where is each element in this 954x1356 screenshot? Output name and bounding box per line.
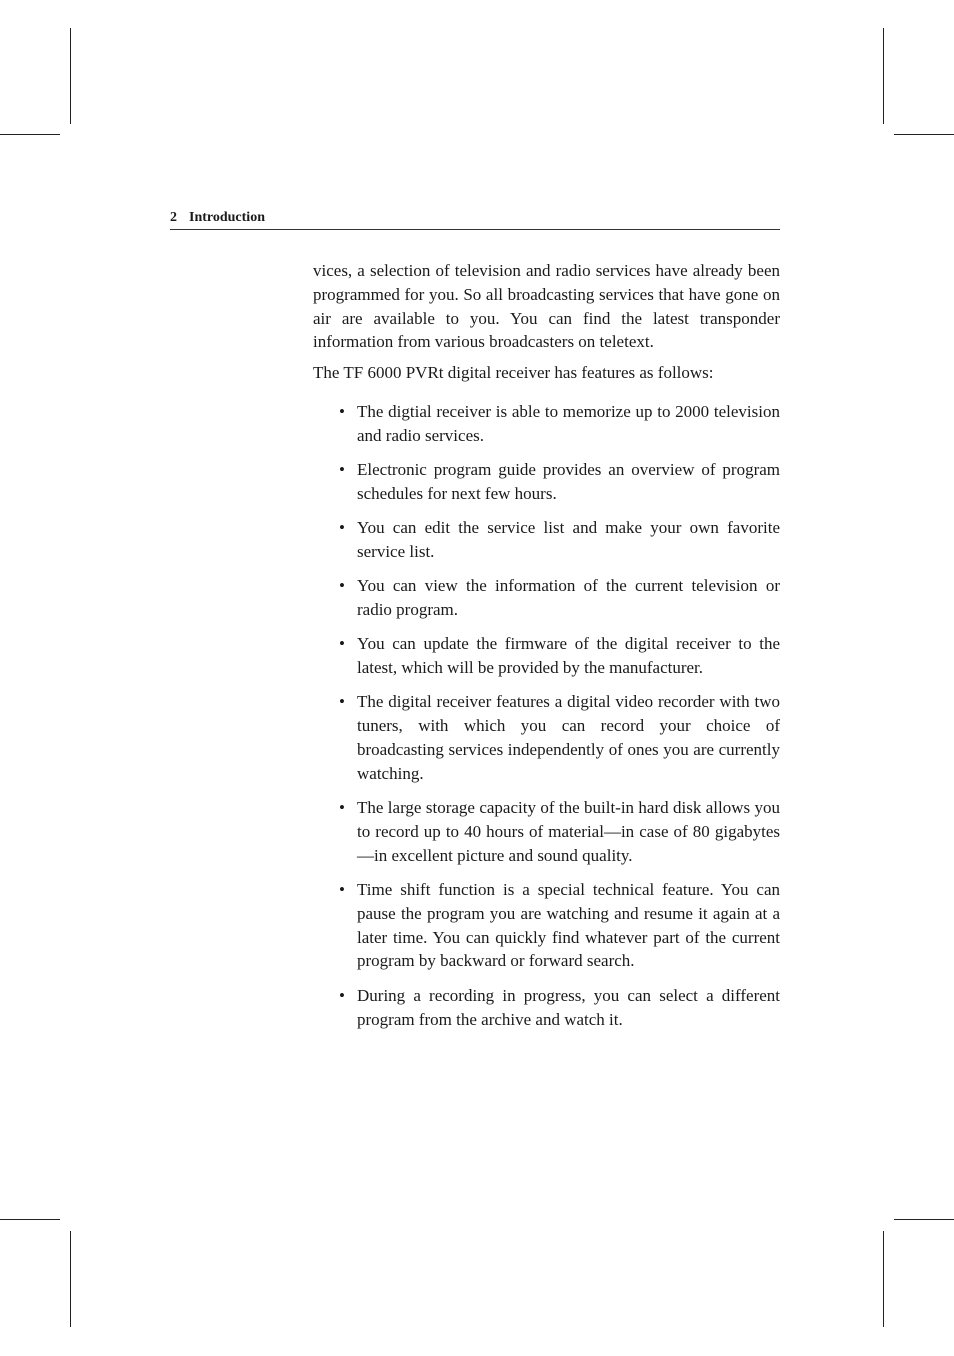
bullet: • [339, 518, 345, 538]
list-item-text: You can update the firmware of the digital receiver to the latest, which will be provided by the manufacturer. [357, 634, 780, 678]
crop-mark-bottom-right-vertical [883, 1231, 884, 1327]
bullet: • [339, 634, 345, 654]
list-item-text: The digital receiver features a digital video recorder with two tuners, with which you can record your choice of broadcasting services independently of ones you are currently watching. [357, 692, 780, 783]
bullet: • [339, 985, 345, 1005]
list-item-text: The digtial receiver is able to memorize up to 2000 television and radio services. [357, 401, 780, 445]
features-lead-paragraph: The TF 6000 PVRt digital receiver has features as follows: [313, 363, 714, 383]
crop-mark-top-right-vertical [883, 28, 884, 124]
intro-paragraph: vices, a selection of television and radio services have already been programmed for you. So all broadcasting services that have gone on air are available to you. You can find the latest transponder information from various broadcasters on teletext. [313, 261, 780, 352]
list-item [339, 796, 780, 867]
bullet: • [339, 576, 345, 596]
list-item [339, 516, 780, 564]
bullet: • [339, 798, 345, 818]
bullet: • [339, 880, 345, 900]
list-item-text: You can view the information of the current television or radio program. [357, 576, 780, 620]
crop-mark-bottom-left-vertical [70, 1231, 71, 1327]
list-item [339, 574, 780, 622]
crop-mark-top-left-vertical [70, 28, 71, 124]
crop-mark-top-left-horizontal [0, 134, 60, 135]
page-number: 2 [170, 210, 177, 225]
crop-mark-top-right-horizontal [894, 134, 954, 135]
list-item [339, 984, 780, 1032]
list-item [339, 878, 780, 973]
list-item [339, 632, 780, 680]
list-item-text: You can edit the service list and make your own favorite service list. [357, 518, 780, 561]
list-item-text: Time shift function is a special technical feature. You can pause the program you are watching and resume it again at a later time. You can quickly find whatever part of the current program by backward or forward search. [357, 880, 780, 971]
section-title: Introduction [189, 210, 265, 225]
list-item-text: During a recording in progress, you can select a different program from the archive and watch it. [357, 985, 780, 1029]
list-item-text: The large storage capacity of the built-in hard disk allows you to record up to 40 hours of material—in case of 80 gigabytes—in excellent picture and sound quality. [357, 798, 780, 865]
crop-mark-bottom-right-horizontal [894, 1219, 954, 1220]
running-head [170, 208, 780, 230]
list-item [339, 690, 780, 785]
body-text [313, 259, 780, 1042]
bullet: • [339, 692, 345, 712]
crop-mark-bottom-left-horizontal [0, 1219, 60, 1220]
bullet: • [339, 460, 345, 480]
list-item-text: Electronic program guide provides an overview of program schedules for next few hours. [357, 460, 780, 503]
bullet: • [339, 401, 345, 421]
list-item [339, 400, 780, 448]
list-item [339, 458, 780, 506]
feature-list [313, 400, 780, 1031]
